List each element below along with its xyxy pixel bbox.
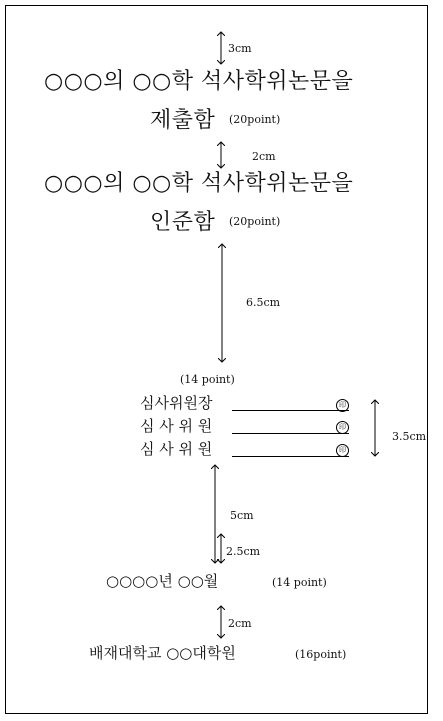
dim-to-date-inner-label: 2.5cm: [226, 545, 261, 558]
committee-role-chair: 심사위원장: [140, 394, 213, 412]
date-size-note: (14 point): [272, 576, 327, 589]
committee-role-member-2: 심 사 위 원: [140, 440, 213, 458]
submit-title-line2: 제출함: [150, 108, 216, 133]
seal-mark-chair: 印: [336, 399, 349, 412]
date-line: ○○○○년 ○○월: [106, 572, 219, 590]
signature-line-member-1: [232, 433, 349, 434]
approve-title-line2: 인준함: [150, 210, 216, 235]
submit-size-note: (20point): [229, 113, 281, 126]
dim-to-committee-label: 6.5cm: [246, 296, 281, 309]
signature-line-chair: [232, 410, 349, 411]
committee-role-member-1: 심 사 위 원: [140, 417, 213, 435]
signature-line-member-2: [232, 456, 349, 457]
dim-to-school-label: 2cm: [228, 617, 252, 630]
school-size-note: (16point): [295, 648, 347, 661]
submit-title-line1: ○○○의 ○○학 석사학위논문을: [44, 69, 354, 94]
school-line: 배재대학교 ○○대학원: [89, 644, 236, 662]
approve-size-note: (20point): [229, 215, 281, 228]
committee-size-note: (14 point): [180, 373, 235, 386]
seal-mark-member-2: 印: [336, 444, 349, 457]
dim-committee-block-label: 3.5cm: [392, 430, 427, 443]
seal-mark-member-1: 印: [336, 421, 349, 434]
dim-to-date-label: 5cm: [230, 509, 254, 522]
dim-top-label: 3cm: [228, 42, 252, 55]
dim-between-titles-label: 2cm: [252, 150, 276, 163]
approve-title-line1: ○○○의 ○○학 석사학위논문을: [44, 171, 354, 196]
